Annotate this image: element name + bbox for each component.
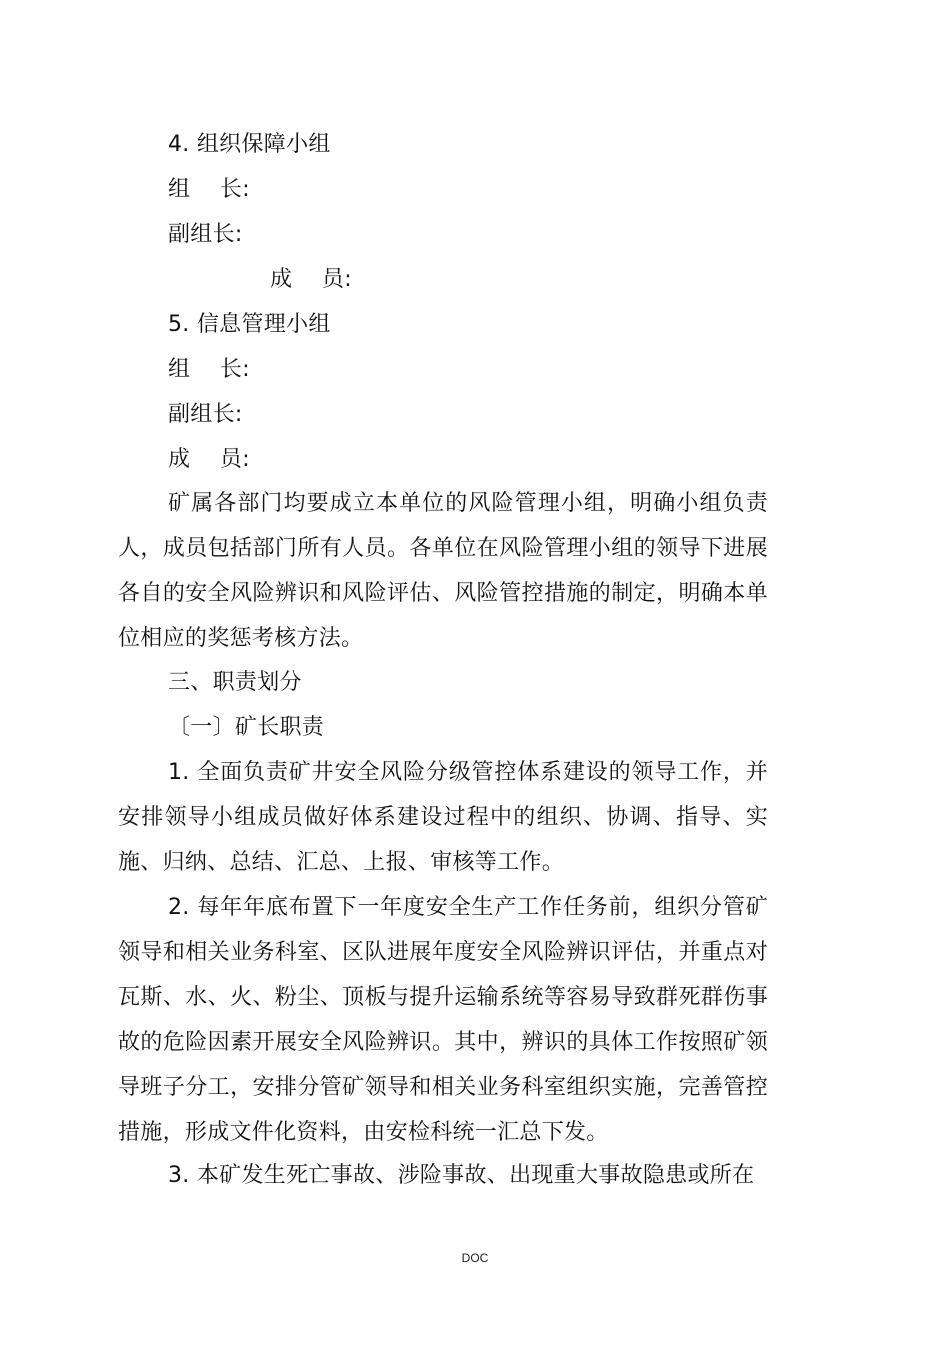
deputy-leader-label: 副组长: xyxy=(168,402,243,427)
team-leader-label: 组 长: xyxy=(168,357,250,382)
section-heading-org-support: 4. 组织保障小组 xyxy=(168,132,331,157)
deputy-leader-label: 副组长: xyxy=(168,222,243,247)
section-heading-info-management: 5. 信息管理小组 xyxy=(168,312,331,337)
paragraph-duty-1: 1. 全面负责矿井安全风险分级管控体系建设的领导工作，并安排领导小组成员做好体系建设过程中的组织、协调、指导、实施、归纳、总结、汇总、上报、审核等工作。 xyxy=(118,760,768,875)
members-label: 成 员: xyxy=(168,447,250,472)
members-label: 成 员: xyxy=(270,267,352,292)
subheading-director-duties: 〔一〕矿长职责 xyxy=(168,715,325,740)
team-leader-label: 组 长: xyxy=(168,177,250,202)
paragraph-department-risk-groups: 矿属各部门均要成立本单位的风险管理小组，明确小组负责人，成员包括部门所有人员。各单位在风险管理小组的领导下进展各自的安全风险辨识和风险评估、风险管控措施的制定，明确本单位相应的奖惩考核方法。 xyxy=(118,491,768,651)
heading-responsibilities: 三、职责划分 xyxy=(168,670,302,695)
page-footer: DOC xyxy=(461,1251,489,1265)
paragraph-duty-2: 2. 每年年底布置下一年度安全生产工作任务前，组织分管矿领导和相关业务科室、区队进展年度安全风险辨识评估，并重点对瓦斯、水、火、粉尘、顶板与提升运输系统等容易导致群死群伤事故的危险因素开展安全风险辨识。其中，辨识的具体工作按照矿领导班子分工，安排分管矿领导和相关业务科室组织实施，完善管控措施，形成文件化资料，由安检科统一汇总下发。 xyxy=(118,895,768,1145)
paragraph-duty-3: 3. 本矿发生死亡事故、涉险事故、出现重大事故隐患或所在 xyxy=(168,1163,755,1188)
